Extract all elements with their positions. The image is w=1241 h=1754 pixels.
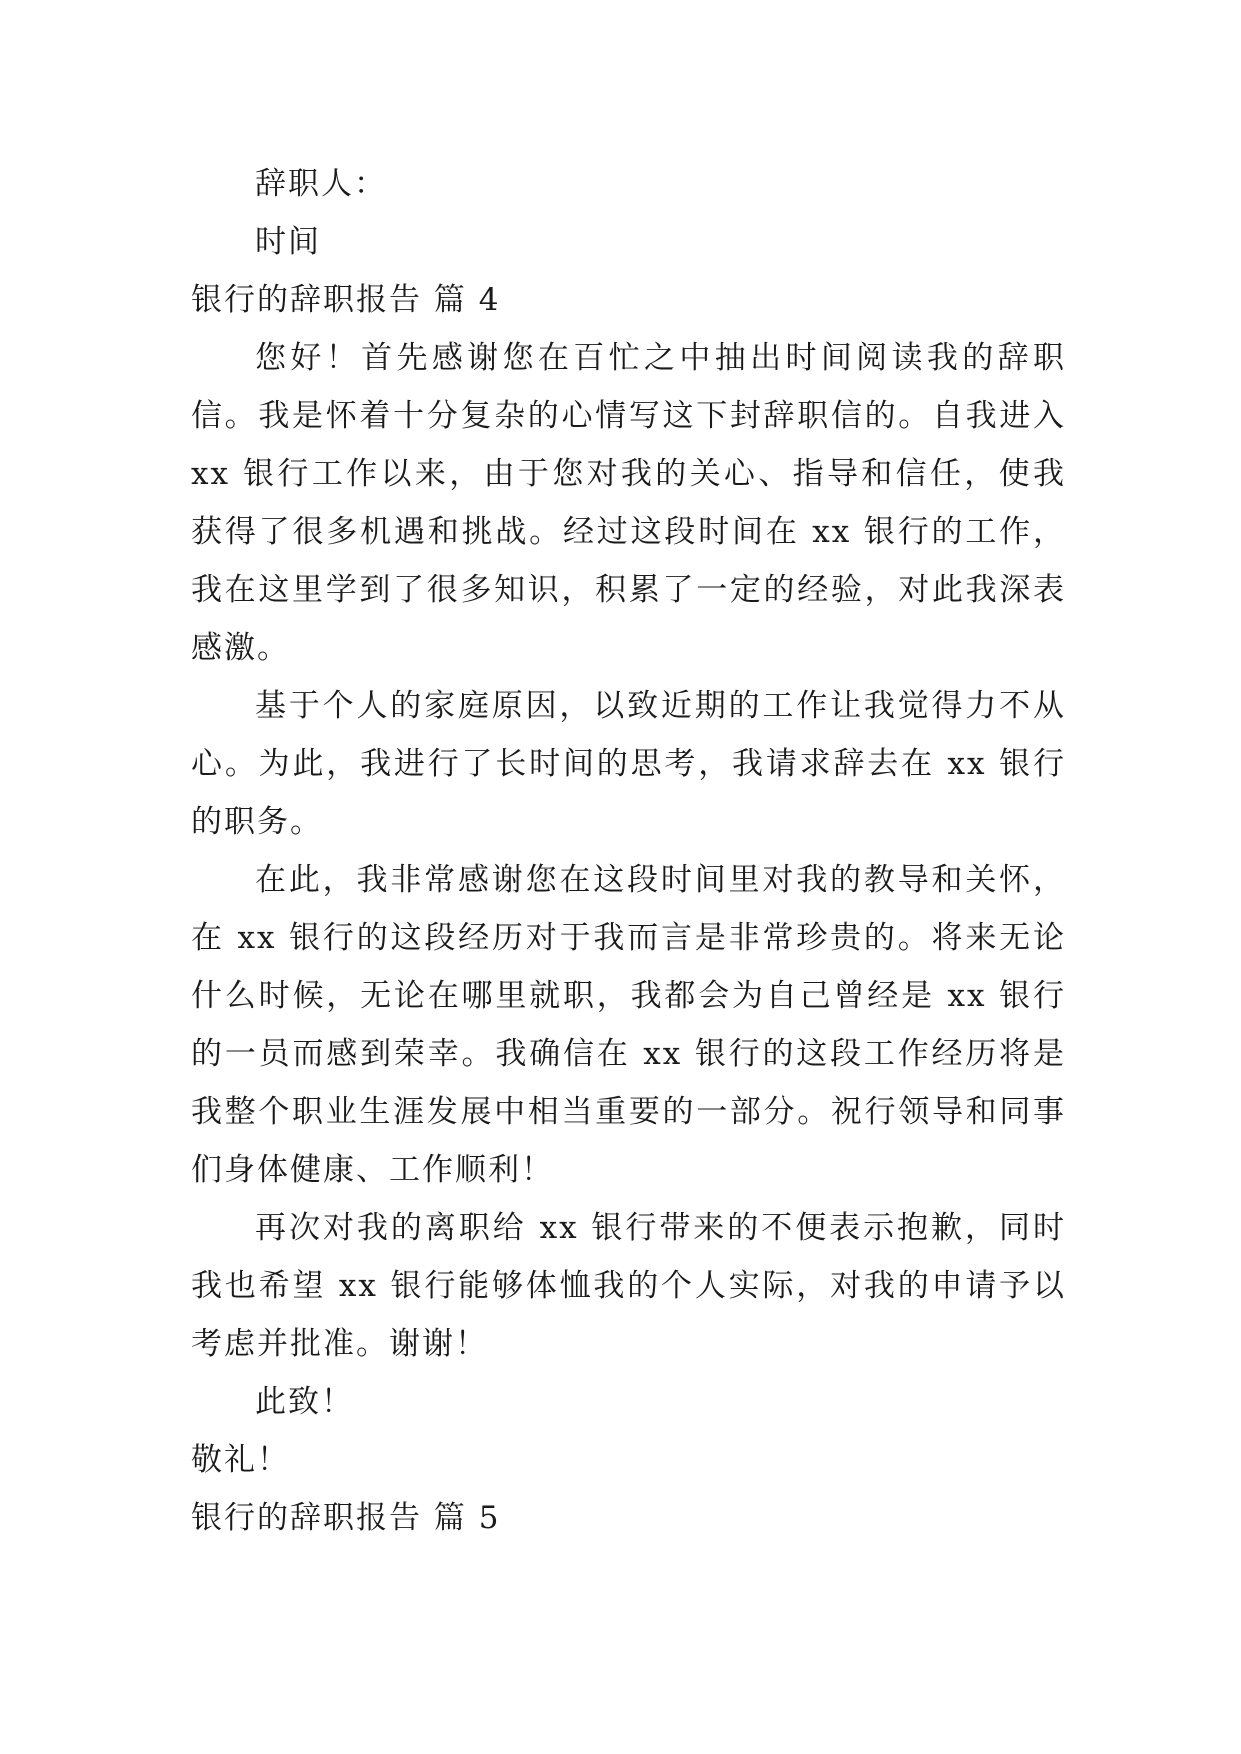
signature-label: 辞职人： [255,166,387,202]
paragraph-1: 您好！首先感谢您在百忙之中抽出时间阅读我的辞职信。我是怀着十分复杂的心情写这下封辞职信的。自我进入 xx 银行工作以来，由于您对我的关心、指导和信任，使我获得了很多机遇和挑战。经过这段时间在 xx 银行的工作，我在这里学到了很多知识，积累了一定的经验，对此我深表感激。 [191,340,1066,666]
closing-salutation: 此致！ [255,1384,354,1420]
paragraph-2: 基于个人的家庭原因，以致近期的工作让我觉得力不从心。为此，我进行了长时间的思考，我请求辞去在 xx 银行的职务。 [191,688,1066,840]
document-body [191,155,1066,1547]
paragraph-4: 再次对我的离职给 xx 银行带来的不便表示抱歉，同时我也希望 xx 银行能够体恤我的个人实际，对我的申请予以考虑并批准。谢谢！ [191,1210,1066,1362]
paragraph-3: 在此，我非常感谢您在这段时间里对我的教导和关怀，在 xx 银行的这段经历对于我而言是非常珍贵的。将来无论什么时候，无论在哪里就职，我都会为自己曾经是 xx 银行的一员而感到荣幸。我确信在 xx 银行的这段工作经历将是我整个职业生涯发展中相当重要的一部分。祝行领导和同事们身体健康、工作顺利！ [191,862,1066,1188]
closing-regards: 敬礼！ [191,1442,290,1478]
section-heading-5: 银行的辞职报告 篇 5 [191,1500,501,1536]
date-label: 时间 [255,224,321,260]
section-heading-4: 银行的辞职报告 篇 4 [191,282,501,318]
